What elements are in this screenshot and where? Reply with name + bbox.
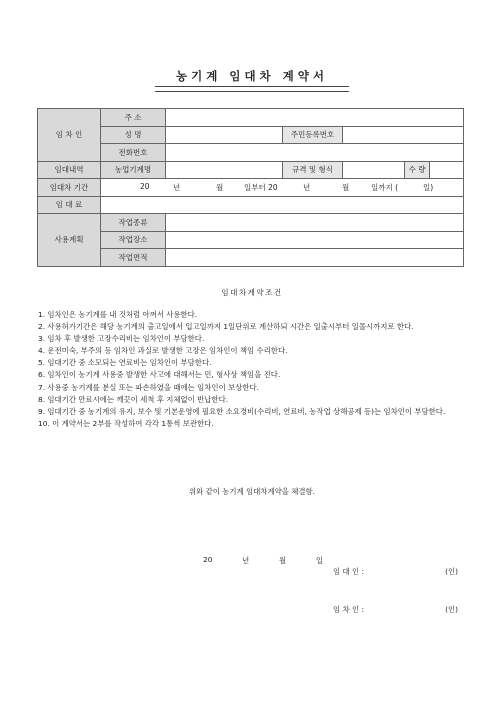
period-field[interactable] — [101, 179, 464, 197]
conditions-title: 임대차계약조건 — [221, 288, 283, 297]
name-field[interactable] — [166, 126, 283, 144]
clause-item: 1. 임차인은 농기계를 내 것처럼 아껴서 사용한다. — [38, 310, 198, 319]
document-title: 농기계 임대차 계약서 — [176, 69, 328, 83]
period-nyeon-2: 년 — [303, 183, 311, 193]
fee-field[interactable] — [101, 196, 464, 214]
clause-item: 7. 사용중 농기계를 분실 또는 파손하였을 때에는 임차인이 보상한다. — [38, 382, 259, 392]
phone-label: 전화번호 — [101, 144, 166, 162]
clause-item: 4. 운전미숙, 부주의 등 임차인 과실로 발생한 고장은 임차인이 책임 수리한다. — [38, 346, 288, 356]
spec-field[interactable] — [343, 161, 405, 179]
clause-item: 10. 이 계약서는 2부를 작성하여 각각 1통씩 보관한다. — [38, 418, 214, 428]
period-wol-2: 월 — [342, 183, 350, 193]
clause-item: 9. 임대기간 중 농기계의 유지, 보수 및 기본운영에 필요한 소요경비(수리비, 연료비, 농작업 상해공제 등)는 임차인이 부담한다. — [38, 406, 446, 416]
machine-name-field[interactable] — [166, 161, 283, 179]
name-label: 성 명 — [101, 126, 166, 144]
date-wol: 월 — [278, 556, 287, 565]
clause-list — [38, 309, 468, 430]
period-days: 일) — [423, 183, 434, 193]
period-nyeon-1: 년 — [173, 183, 181, 193]
clause-item: 5. 임대기간 중 소모되는 연료비는 임차인이 부담한다. — [38, 358, 212, 368]
clause-item: 6. 임차인이 농기계 사용중 발생한 사고에 대해서는 민, 형사상 책임을 진다. — [38, 370, 281, 380]
lessee-seal: (인) — [445, 605, 458, 614]
lessor-seal: (인) — [445, 567, 458, 576]
resident-no-field[interactable] — [343, 126, 464, 144]
period-from: 일부터 20 — [244, 183, 278, 193]
period-year-1: 20 — [140, 182, 150, 192]
work-type-label: 작업종류 — [101, 214, 166, 232]
work-type-field[interactable] — [166, 214, 464, 232]
period-label: 임대차 기간 — [38, 179, 101, 197]
date-nyeon: 년 — [242, 556, 250, 565]
date-year: 20 — [203, 555, 213, 564]
spec-label: 규격 및 형식 — [283, 161, 343, 179]
phone-field[interactable] — [166, 144, 464, 162]
period-until: 일까지 ( — [371, 183, 399, 193]
machine-name-label: 농업기계명 — [101, 161, 166, 179]
clause-item: 8. 임대기간 만료시에는 깨끗이 세척 후 지체없이 반납한다. — [38, 394, 229, 404]
resident-no-label: 주민등록번호 — [283, 126, 343, 144]
work-area-label: 작업면적 — [101, 249, 166, 267]
lessee-label: 임 차 인 : — [333, 605, 364, 614]
period-wol-1: 월 — [216, 183, 224, 193]
fee-label: 임 대 료 — [38, 196, 101, 214]
quantity-field[interactable] — [430, 161, 464, 179]
clause-item: 3. 임차 후 발생한 고장수리비는 임차인이 부담한다. — [38, 334, 205, 344]
contract-table — [37, 108, 464, 267]
lessee-header: 임 차 인 — [38, 109, 101, 162]
title-underline — [155, 86, 349, 92]
quantity-label: 수 량 — [405, 161, 430, 179]
work-place-field[interactable] — [166, 231, 464, 249]
lessor-label: 임 대 인 : — [333, 567, 364, 576]
work-area-field[interactable] — [166, 249, 464, 267]
usage-plan-header: 사용계획 — [38, 214, 101, 267]
clause-item: 2. 사용허가기간은 해당 농기계의 출고일에서 입고일까지 1일단위로 계산하되 시간은 일출시부터 일몰시까지로 한다. — [38, 322, 414, 332]
date-il: 일 — [315, 556, 323, 565]
work-place-label: 작업장소 — [101, 231, 166, 249]
address-field[interactable] — [166, 109, 464, 127]
contract-date — [203, 555, 323, 566]
address-label: 주 소 — [101, 109, 166, 127]
closing-statement: 위와 같이 농기계 임대차계약을 체결함. — [189, 487, 315, 496]
lease-detail-label: 임대내역 — [38, 161, 101, 179]
